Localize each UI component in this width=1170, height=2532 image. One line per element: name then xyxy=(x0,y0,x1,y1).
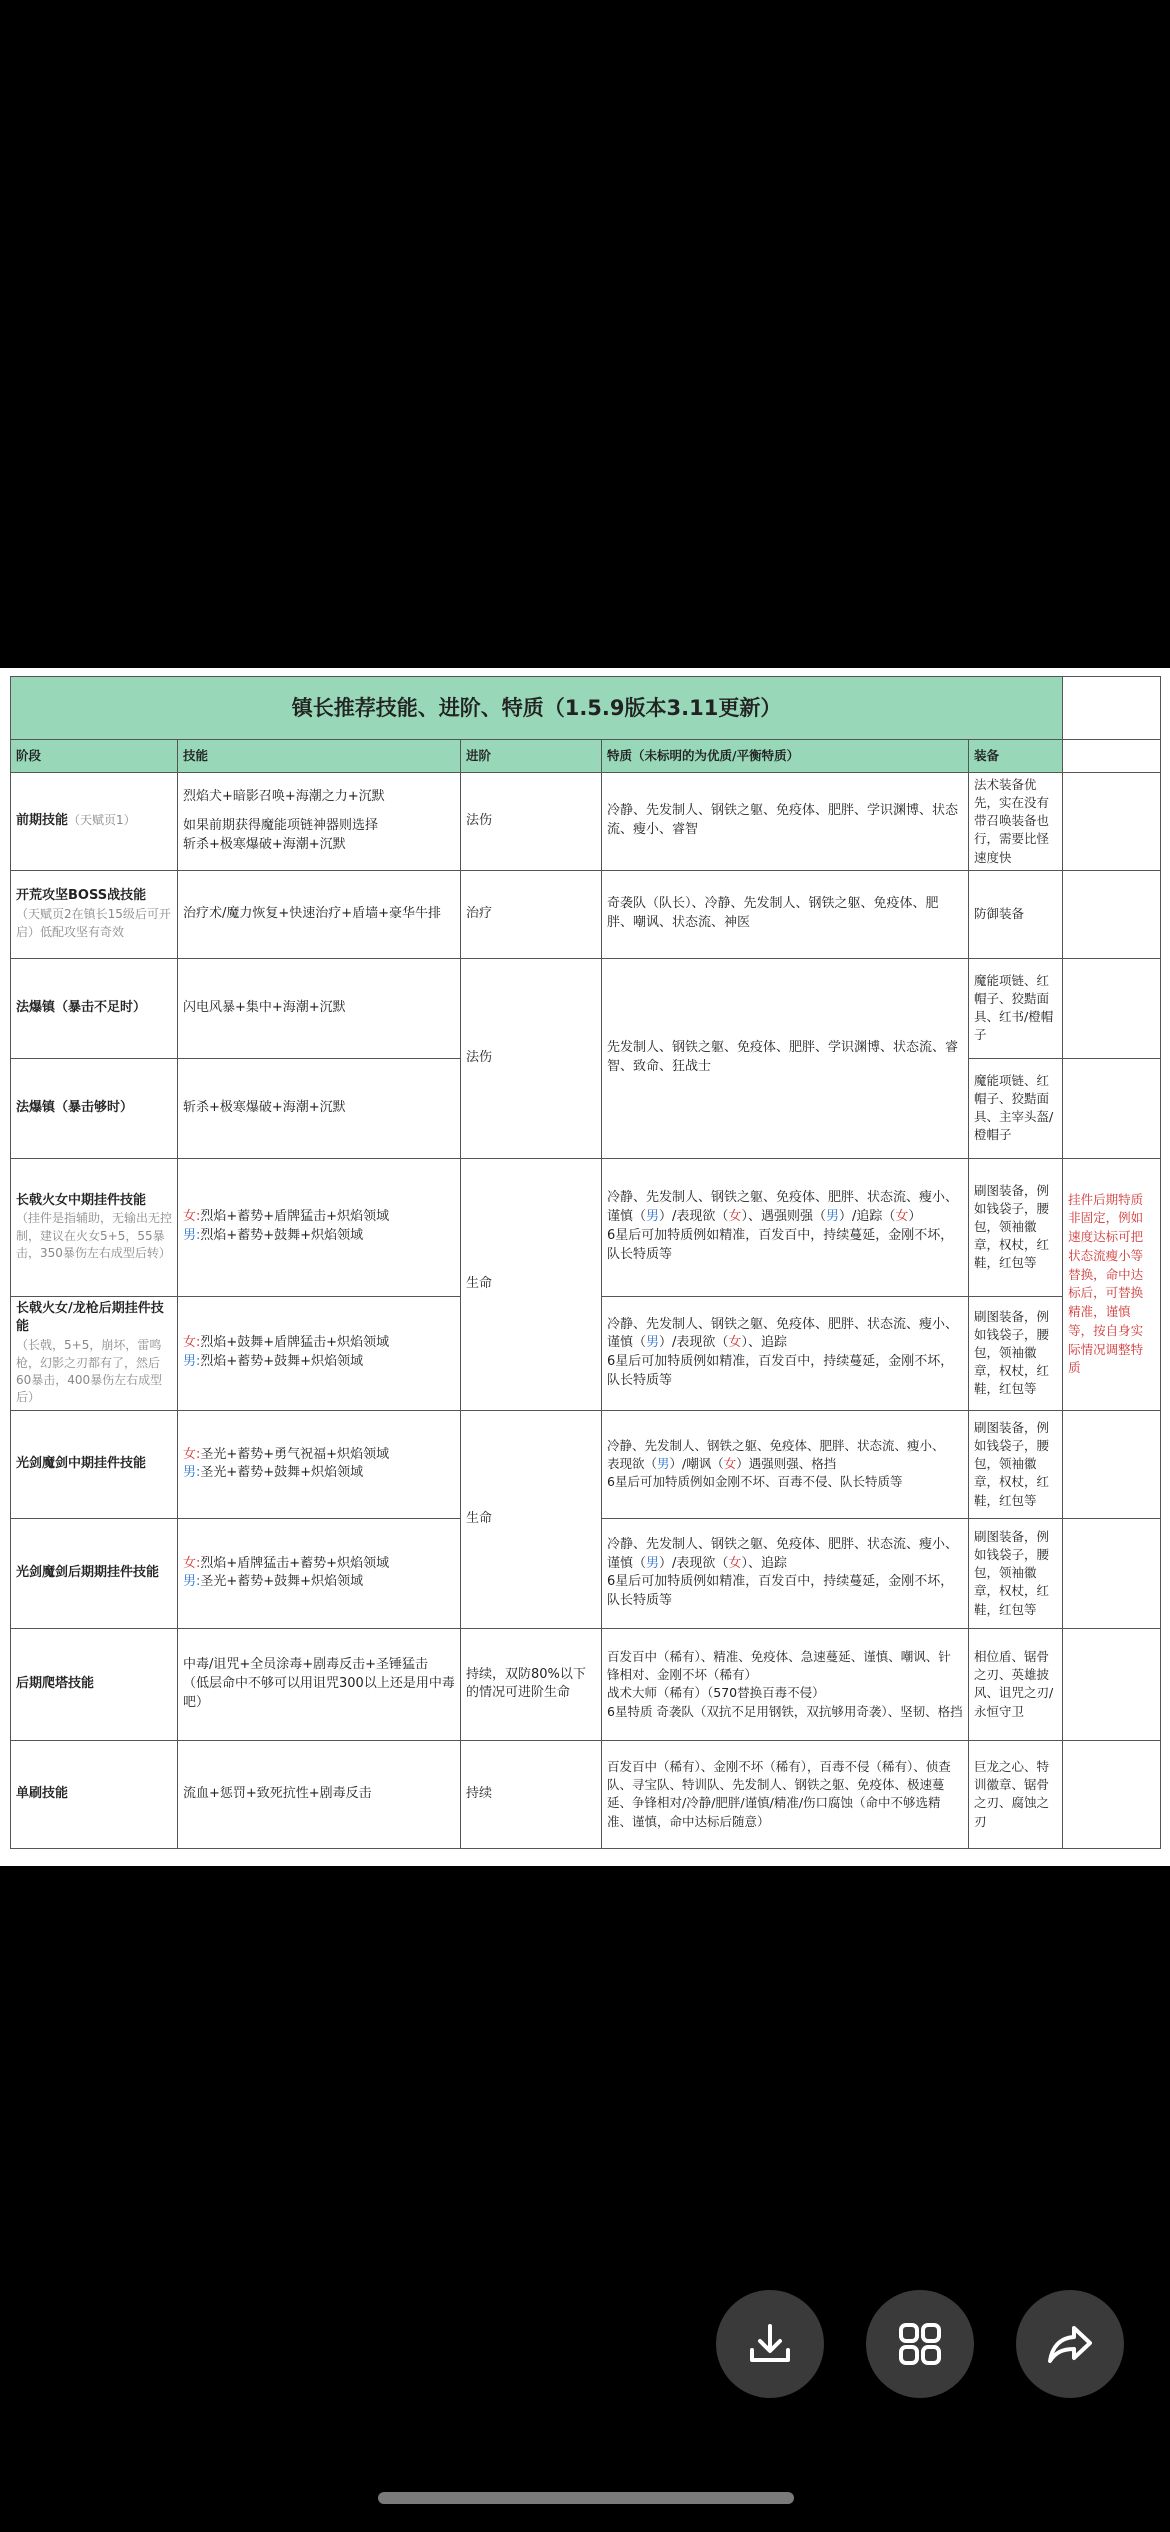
skills-cell: 治疗术/魔力恢复+快速治疗+盾墙+豪华牛排 xyxy=(178,870,461,958)
table-row xyxy=(11,1158,1161,1296)
download-icon xyxy=(742,2316,798,2372)
empty-cell xyxy=(1063,1058,1161,1158)
female-skills xyxy=(183,1446,455,1465)
female-tag: 女 xyxy=(723,1456,737,1472)
skills-cell: 斩杀+极寒爆破+海潮+沉默 xyxy=(178,1058,461,1158)
traits-cell xyxy=(602,1410,969,1518)
male-tag: 男 xyxy=(646,1335,660,1351)
female-label: 女: xyxy=(183,1446,201,1462)
male-skills xyxy=(183,1464,455,1483)
traits-text xyxy=(607,1455,963,1473)
equipment-cell: 刷图装备，例如钱袋子，腰包，领袖徽章，权杖，红鞋，红包等 xyxy=(969,1296,1063,1410)
traits-cell xyxy=(602,1158,969,1296)
male-tag: 男 xyxy=(825,1209,839,1225)
stage-cell: 法爆镇（暴击够时） xyxy=(11,1058,178,1158)
grid-icon xyxy=(892,2316,948,2372)
equipment-cell: 相位盾、锯骨之刃、英雄披风、诅咒之刃/永恒守卫 xyxy=(969,1628,1063,1740)
equipment-cell: 防御装备 xyxy=(969,870,1063,958)
advance-cell: 法伤 xyxy=(461,773,602,871)
skills-cell: 闪电风暴+集中+海潮+沉默 xyxy=(178,958,461,1058)
table-row xyxy=(11,1628,1161,1740)
traits-text: 6星特质 奇袭队（双抗不足用钢铁，双抗够用奇袭）、坚韧、格挡 xyxy=(607,1703,963,1719)
skills-text: 烈焰+盾牌猛击+蓄势+炽焰领域 xyxy=(200,1555,390,1571)
traits-text: 6星后可加特质例如精准，百发百中，持续蔓延，金刚不坏，队长特质等 xyxy=(607,1574,954,1609)
advance-cell: 法伤 xyxy=(461,958,602,1158)
stage-cell xyxy=(11,870,178,958)
traits-fragment: ）/表现欲（ xyxy=(659,1335,729,1351)
stage-note: （天赋页1） xyxy=(68,812,136,827)
table-row xyxy=(11,773,1161,871)
skills-text: 烈焰+蓄势+鼓舞+炽焰领域 xyxy=(200,1354,364,1370)
table-row xyxy=(11,1410,1161,1518)
advance-cell: 生命 xyxy=(461,1410,602,1628)
header-stage: 阶段 xyxy=(11,740,178,773)
traits-fragment: ）、追踪 xyxy=(741,1555,787,1571)
empty-cell xyxy=(1063,1628,1161,1740)
empty-cell xyxy=(1063,740,1161,773)
female-tag: 女 xyxy=(728,1209,742,1225)
traits-fragment: ）/追踪（ xyxy=(838,1209,896,1225)
male-tag: 男 xyxy=(646,1209,660,1225)
equipment-cell: 巨龙之心、特训徽章、锯骨之刃、腐蚀之刃 xyxy=(969,1740,1063,1848)
header-skills: 技能 xyxy=(178,740,461,773)
equipment-cell: 刷图装备，例如钱袋子，腰包，领袖徽章，权杖，红鞋，红包等 xyxy=(969,1158,1063,1296)
empty-cell xyxy=(1063,870,1161,958)
table-row xyxy=(11,1740,1161,1848)
equipment-cell: 刷图装备，例如钱袋子，腰包，领袖徽章，权杖，红鞋，红包等 xyxy=(969,1410,1063,1518)
traits-text: 6星后可加特质例如金刚不坏、百毒不侵、队长特质等 xyxy=(607,1474,903,1490)
grid-button[interactable] xyxy=(866,2290,974,2398)
stage-note: （天赋页2在镇长15级后可开启）低配攻坚有奇效 xyxy=(16,907,171,939)
traits-text: 战术大师（稀有）（570替换百毒不侵） xyxy=(607,1685,825,1701)
female-label: 女: xyxy=(183,1555,201,1571)
table-row xyxy=(11,870,1161,958)
traits-text xyxy=(607,1536,963,1574)
traits-fragment: 冷静、先发制人、钢铁之躯、免疫体、肥胖、状态流、瘦小、谨慎（ xyxy=(607,1536,959,1571)
stage-label: 前期技能 xyxy=(16,812,69,828)
traits-text xyxy=(607,1189,963,1227)
stage-cell: 单刷技能 xyxy=(11,1740,178,1848)
female-skills xyxy=(183,1334,455,1353)
male-tag: 男 xyxy=(646,1555,660,1571)
traits-fragment: ）/嘲讽（ xyxy=(669,1456,724,1472)
traits-cell: 先发制人、钢铁之躯、免疫体、肥胖、学识渊博、状态流、睿智、致命、狂战士 xyxy=(602,958,969,1158)
skills-cell xyxy=(178,1518,461,1628)
header-equipment: 装备 xyxy=(969,740,1063,773)
skills-text: 如果前期获得魔能项链神器则选择 xyxy=(183,817,379,833)
share-button[interactable] xyxy=(1016,2290,1124,2398)
female-skills xyxy=(183,1208,455,1227)
equipment-cell: 魔能项链、红帽子、狡黠面具、主宰头盔/橙帽子 xyxy=(969,1058,1063,1158)
skills-cell xyxy=(178,773,461,871)
empty-cell xyxy=(1063,677,1161,740)
header-advance: 进阶 xyxy=(461,740,602,773)
empty-cell xyxy=(1063,958,1161,1058)
equipment-cell: 法术装备优先，实在没有带召唤装备也行，需要比怪速度快 xyxy=(969,773,1063,871)
stage-note: （长戟，5+5，崩坏，雷鸣枪，幻影之刃都有了，然后60暴击，400暴伤左右成型后） xyxy=(16,1338,163,1405)
stage-cell xyxy=(11,1158,178,1296)
empty-cell xyxy=(1063,1410,1161,1518)
female-label: 女: xyxy=(183,1335,201,1351)
advance-cell: 治疗 xyxy=(461,870,602,958)
traits-fragment: 冷静、先发制人、钢铁之躯、免疫体、肥胖、状态流、瘦小、谨慎（ xyxy=(607,1316,959,1351)
stage-cell xyxy=(11,773,178,871)
traits-cell: 冷静、先发制人、钢铁之躯、免疫体、肥胖、学识渊博、状态流、瘦小、睿智 xyxy=(602,773,969,871)
traits-fragment: ）遇强则强、格挡 xyxy=(736,1456,837,1472)
traits-fragment: 表现欲（ xyxy=(607,1456,658,1472)
skills-text: 烈焰+鼓舞+盾牌猛击+炽焰领域 xyxy=(200,1335,390,1351)
female-label: 女: xyxy=(183,1209,201,1225)
traits-cell xyxy=(602,1628,969,1740)
stage-cell: 后期爬塔技能 xyxy=(11,1628,178,1740)
skills-cell xyxy=(178,1158,461,1296)
male-tag: 男 xyxy=(657,1456,670,1472)
stage-label: 开荒攻坚BOSS战技能 xyxy=(16,888,147,904)
stage-cell: 法爆镇（暴击不足时） xyxy=(11,958,178,1058)
traits-text: 6星后可加特质例如精准，百发百中，持续蔓延，金刚不坏，队长特质等 xyxy=(607,1228,954,1262)
advance-cell: 持续 xyxy=(461,1740,602,1848)
skills-text: 烈焰+蓄势+盾牌猛击+炽焰领域 xyxy=(200,1209,390,1225)
download-button[interactable] xyxy=(716,2290,824,2398)
female-tag: 女 xyxy=(728,1555,742,1571)
share-icon xyxy=(1042,2316,1098,2372)
advance-cell: 持续，双防80%以下的情况可进阶生命 xyxy=(461,1628,602,1740)
stage-cell xyxy=(11,1296,178,1410)
skills-cell: 流血+惩罚+致死抗性+剧毒反击 xyxy=(178,1740,461,1848)
female-skills xyxy=(183,1555,455,1574)
male-skills xyxy=(183,1573,455,1592)
stage-note: （挂件是指辅助，无输出无控制，建议在火女5+5，55暴击，350暴伤左右成型后转） xyxy=(16,1211,173,1261)
skills-text: 中毒/诅咒+全员涂毒+剧毒反击+圣锤猛击 xyxy=(183,1657,429,1673)
male-skills xyxy=(183,1353,455,1372)
traits-cell: 百发百中（稀有）、金刚不坏（稀有），百毒不侵（稀有）、侦查队、寻宝队、特训队、先发制人、钢铁之躯、免疫体、极速蔓延、争锋相对/冷静/肥胖/谨慎/精准/伤口腐蚀（命中不够选精准、谨慎，命中达标后随意） xyxy=(602,1740,969,1848)
stage-cell: 光剑魔剑中期挂件技能 xyxy=(11,1410,178,1518)
table-title: 镇长推荐技能、进阶、特质（1.5.9版本3.11更新） xyxy=(11,677,1063,740)
traits-text: 百发百中（稀有）、精准、免疫体、急速蔓延、谨慎、嘲讽、针锋相对、金刚不坏（稀有） xyxy=(607,1649,951,1683)
male-label: 男: xyxy=(183,1574,201,1590)
equipment-cell: 魔能项链、红帽子、狡黠面具、红书/橙帽子 xyxy=(969,958,1063,1058)
stage-label: 长戟火女中期挂件技能 xyxy=(16,1192,147,1208)
male-skills xyxy=(183,1227,455,1246)
skills-cell xyxy=(178,1410,461,1518)
empty-cell xyxy=(1063,1518,1161,1628)
traits-cell xyxy=(602,1518,969,1628)
table-row xyxy=(11,958,1161,1058)
skills-text: 烈焰犬+暗影召唤+海潮之力+沉默 xyxy=(183,789,385,805)
traits-fragment: ） xyxy=(908,1209,922,1225)
traits-text: 6星后可加特质例如精准，百发百中，持续蔓延，金刚不坏，队长特质等 xyxy=(607,1354,954,1389)
traits-fragment: ）/表现欲（ xyxy=(659,1209,729,1225)
recommendation-table xyxy=(10,676,1161,1849)
skills-text: 圣光+蓄势+勇气祝福+炽焰领域 xyxy=(200,1446,390,1462)
skills-text: 斩杀+极寒爆破+海潮+沉默 xyxy=(183,836,346,852)
skills-text: 烈焰+蓄势+鼓舞+炽焰领域 xyxy=(200,1228,364,1244)
stage-cell: 光剑魔剑后期期挂件技能 xyxy=(11,1518,178,1628)
male-label: 男: xyxy=(183,1465,201,1481)
male-label: 男: xyxy=(183,1228,201,1244)
traits-text xyxy=(607,1316,963,1354)
table-header-row xyxy=(11,740,1161,773)
skills-cell xyxy=(178,1628,461,1740)
empty-cell xyxy=(1063,773,1161,871)
traits-fragment: ）、追踪 xyxy=(741,1335,787,1351)
advance-cell: 生命 xyxy=(461,1158,602,1410)
stage-label: 长戟火女/龙枪后期挂件技能 xyxy=(16,1300,164,1335)
skills-text: 圣光+蓄势+鼓舞+炽焰领域 xyxy=(200,1574,364,1590)
skills-cell xyxy=(178,1296,461,1410)
spreadsheet-image xyxy=(0,668,1170,1866)
traits-cell: 奇袭队（队长）、冷静、先发制人、钢铁之躯、免疫体、肥胖、嘲讽、状态流、神医 xyxy=(602,870,969,958)
female-tag: 女 xyxy=(895,1209,909,1225)
skills-text: 圣光+蓄势+鼓舞+炽焰领域 xyxy=(200,1465,364,1481)
equipment-cell: 刷图装备，例如钱袋子，腰包，领袖徽章，权杖，红鞋，红包等 xyxy=(969,1518,1063,1628)
home-indicator[interactable] xyxy=(378,2492,794,2504)
traits-cell xyxy=(602,1296,969,1410)
note-cell: 挂件后期特质非固定，例如速度达标可把状态流瘦小等替换，命中达标后，可替换精准，谨慎等，按自身实际情况调整特质 xyxy=(1063,1158,1161,1410)
traits-fragment: ）、遇强则强（ xyxy=(741,1209,826,1225)
empty-cell xyxy=(1063,1740,1161,1848)
male-label: 男: xyxy=(183,1354,201,1370)
female-tag: 女 xyxy=(728,1335,742,1351)
traits-fragment: 冷静、先发制人、钢铁之躯、免疫体、肥胖、状态流、瘦小、谨慎（ xyxy=(607,1190,959,1225)
skills-text: （低层命中不够可以用诅咒300以上还是用中毒吧） xyxy=(183,1675,455,1710)
header-traits: 特质（未标明的为优质/平衡特质） xyxy=(602,740,969,773)
traits-fragment: ）/表现欲（ xyxy=(659,1555,729,1571)
traits-text: 冷静、先发制人、钢铁之躯、免疫体、肥胖、状态流、瘦小、 xyxy=(607,1438,945,1454)
